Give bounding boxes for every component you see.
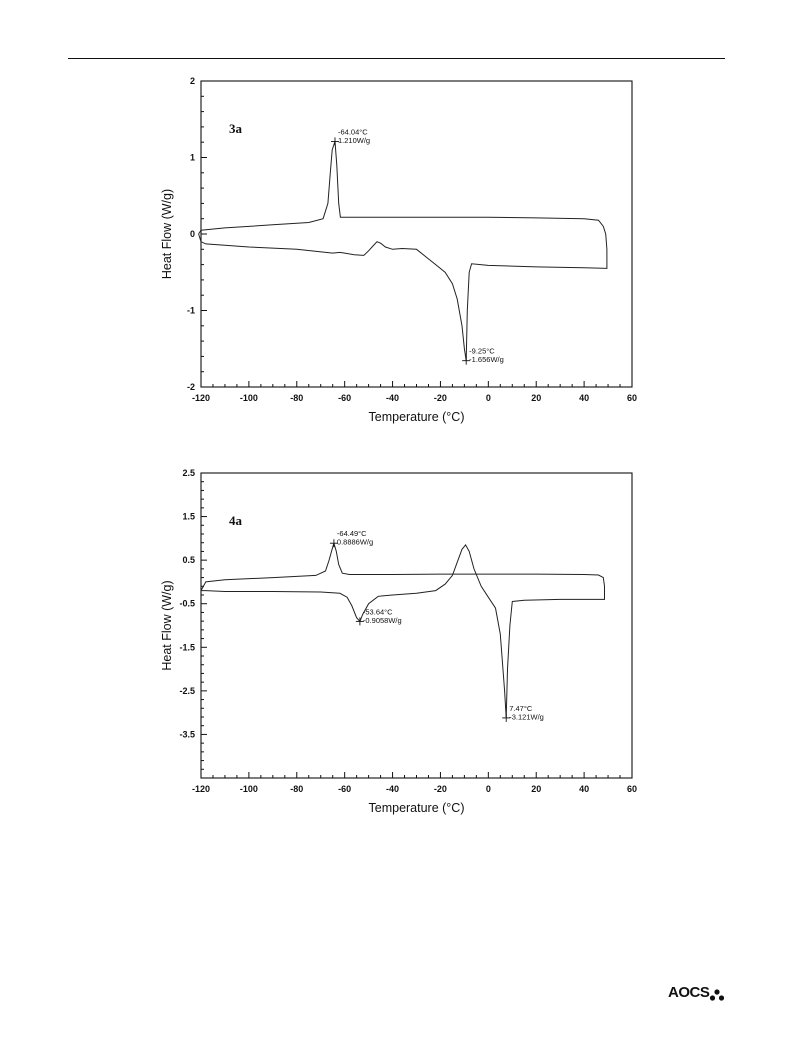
- chart2-plot-frame: [201, 473, 632, 778]
- chart2-x-axis-label: Temperature (°C): [368, 801, 465, 815]
- chart1-x-tick-label: 0: [485, 393, 491, 403]
- chart2-x-tick-label: 0: [485, 784, 491, 794]
- chart2-x-tick-label: -40: [386, 784, 400, 794]
- chart2-y-tick-label: -3.5: [179, 729, 195, 740]
- chart1-x-tick-label: 40: [579, 393, 590, 403]
- chart1-peak-annotation: -64.04°C: [337, 127, 368, 137]
- chart1-series-curve: [199, 141, 607, 360]
- chart2-panel-label: 4a: [229, 513, 242, 528]
- chart2-y-tick-label: -2.5: [179, 685, 195, 696]
- chart2-x-tick-label: 60: [626, 784, 638, 794]
- chart1-x-tick-label: -80: [290, 393, 304, 403]
- chart2-y-tick-label: 2.5: [182, 468, 195, 478]
- chart1-x-tick-label: -40: [386, 393, 400, 403]
- chart2-x-tick-label: 40: [579, 784, 590, 794]
- chart2-peak-annotation: -53.64°C: [362, 607, 393, 617]
- chart2-peak-annotation: -3.121W/g: [509, 712, 544, 722]
- chart1-y-tick-label: 2: [189, 76, 195, 86]
- chart2-x-tick-label: -100: [239, 784, 258, 794]
- chart1-x-tick-label: -20: [433, 393, 447, 403]
- chart1-peak-annotation: -1.656W/g: [469, 355, 504, 365]
- chart1-peak-annotation: 1.210W/g: [337, 135, 371, 145]
- chart2-y-tick-label: 1.5: [182, 511, 195, 522]
- chart2-y-tick-label: 0.5: [182, 555, 195, 566]
- chart2-x-tick-label: 20: [531, 784, 542, 794]
- chart1-y-tick-label: 1: [189, 152, 195, 163]
- chart1-x-axis-label: Temperature (°C): [368, 410, 465, 424]
- chart2-x-tick-label: -20: [433, 784, 447, 794]
- chart2-series-curve: [201, 543, 605, 718]
- aocs-logo-icon: [708, 988, 726, 1002]
- chart1-x-tick-label: -120: [191, 393, 211, 403]
- chart1-x-tick-label: -60: [338, 393, 352, 403]
- chart1-x-tick-label: 60: [626, 393, 638, 403]
- chart2-x-tick-label: -80: [290, 784, 304, 794]
- chart1-peak-annotation: -9.25°C: [469, 346, 495, 356]
- chart2-peak-annotation: 0.8886W/g: [336, 537, 374, 547]
- chart2-y-tick-label: -0.5: [179, 598, 195, 609]
- aocs-logo: AOCS: [668, 984, 710, 1001]
- chart2-y-tick-label: -1.5: [179, 642, 195, 653]
- chart1-y-tick-label: -1: [186, 305, 195, 316]
- chart1-x-tick-label: -100: [239, 393, 258, 403]
- chart2-peak-annotation: -64.49°C: [336, 529, 367, 539]
- chart1-y-tick-label: -2: [186, 382, 195, 392]
- chart1-panel-label: 3a: [229, 121, 242, 136]
- chart2-x-tick-label: -60: [338, 784, 352, 794]
- chart1-y-tick-label: 0: [189, 229, 195, 239]
- chart1-x-tick-label: 20: [531, 393, 542, 403]
- chart2-peak-annotation: -0.9058W/g: [362, 615, 402, 625]
- chart2-x-tick-label: -120: [191, 784, 211, 794]
- chart2-y-axis-label: Heat Flow (W/g): [160, 580, 174, 671]
- chart1-y-axis-label: Heat Flow (W/g): [160, 188, 174, 280]
- chart2-peak-annotation: 7.47°C: [509, 703, 533, 713]
- chart1-plot-frame: [201, 81, 632, 387]
